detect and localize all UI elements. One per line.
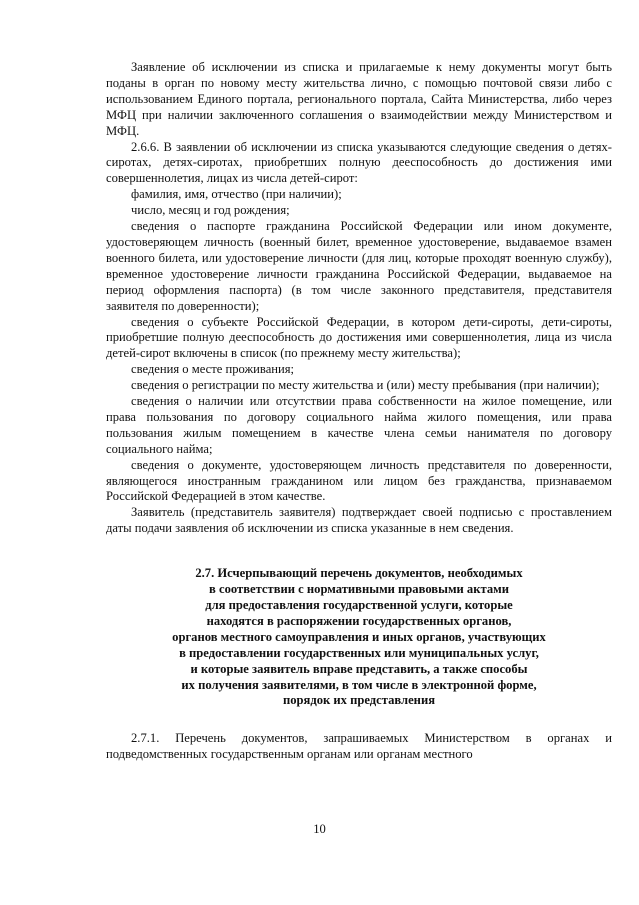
paragraph-residence: сведения о месте проживания; (131, 362, 295, 377)
heading-line: в предоставлении государственных или муниципальных услуг, (179, 645, 539, 660)
heading-line: их получения заявителями, в том числе в электронной форме, (181, 677, 537, 692)
paragraph-birth-date: число, месяц и год рождения; (131, 203, 290, 218)
section-heading-2-7 (106, 566, 612, 709)
heading-line: порядок их представления (282, 693, 436, 708)
heading-line: и которые заявитель вправе представить, а также способы (190, 661, 528, 676)
paragraph-property-rights: сведения о наличии или отсутствии права собственности на жилое помещение, или права пользования по договору социального найма жилого помещения, или права пользования жилым помещением в качестве члена семьи нанимателя по договору социального найма; (106, 394, 612, 456)
paragraph-representative-document: сведения о документе, удостоверяющем личность представителя по доверенности, являющегося иностранным гражданином или лицом без гражданства, признаваемом Российской Федерацией в этом качестве. (106, 457, 612, 504)
heading-line: в соответствии с нормативными правовыми актами (209, 582, 509, 597)
paragraph-passport-info: сведения о паспорте гражданина Российской Федерации или ином документе, удостоверяющем личность (военный билет, временное удостоверение, выдаваемое взамен военного билета, или удостоверение личности (для лиц, которые проходят военную службу), временное удостоверение личности гражданина Российской Федерации, выдаваемое на период оформления паспорта) (в том числе законного представителя, представителя заявителя по доверенности); (106, 219, 612, 313)
heading-line: находятся в распоряжении государственных органов, (206, 613, 512, 628)
paragraph-full-name: фамилия, имя, отчество (при наличии); (131, 187, 342, 202)
heading-line: для предоставления государственной услуги, которые (205, 598, 513, 612)
paragraph-application-submission: Заявление об исключении из списка и прилагаемые к нему документы могут быть поданы в орган по новому месту жительства лично, с помощью почтовой связи либо с использованием Единого портала, регионального портала, Сайта Министерства, либо через МФЦ при наличии заключенного соглашения о взаимодействии между Министерством и МФЦ. (106, 60, 612, 138)
paragraph-2-6-6: 2.6.6. В заявлении об исключении из списка указываются следующие сведения о детях-сиротах, детях-сиротах, приобретших полную дееспособность до достижения ими совершеннолетия, лицах из числа детей-сирот: (106, 139, 612, 186)
paragraph-applicant-confirmation: Заявитель (представитель заявителя) подтверждает своей подписью с проставлением даты подачи заявления об исключении из списка указанные в нем сведения. (106, 505, 612, 536)
document-body (106, 60, 612, 763)
paragraph-federation-subject: сведения о субъекте Российской Федерации, в котором дети-сироты, дети-сироты, приобретшие полную дееспособность до достижения ими совершеннолетия, лица из числа детей-сирот включены в список (по прежнему месту жительства); (106, 314, 612, 361)
page-number: 10 (313, 822, 326, 836)
paragraph-2-7-1: 2.7.1. Перечень документов, запрашиваемых Министерством в органах и подведомственных государственным органам или органам местного (106, 731, 612, 762)
heading-line: 2.7. Исчерпывающий перечень документов, необходимых (195, 566, 523, 581)
paragraph-registration: сведения о регистрации по месту жительства и (или) месту пребывания (при наличии); (131, 378, 600, 393)
heading-line: органов местного самоуправления и иных органов, участвующих (172, 629, 546, 644)
